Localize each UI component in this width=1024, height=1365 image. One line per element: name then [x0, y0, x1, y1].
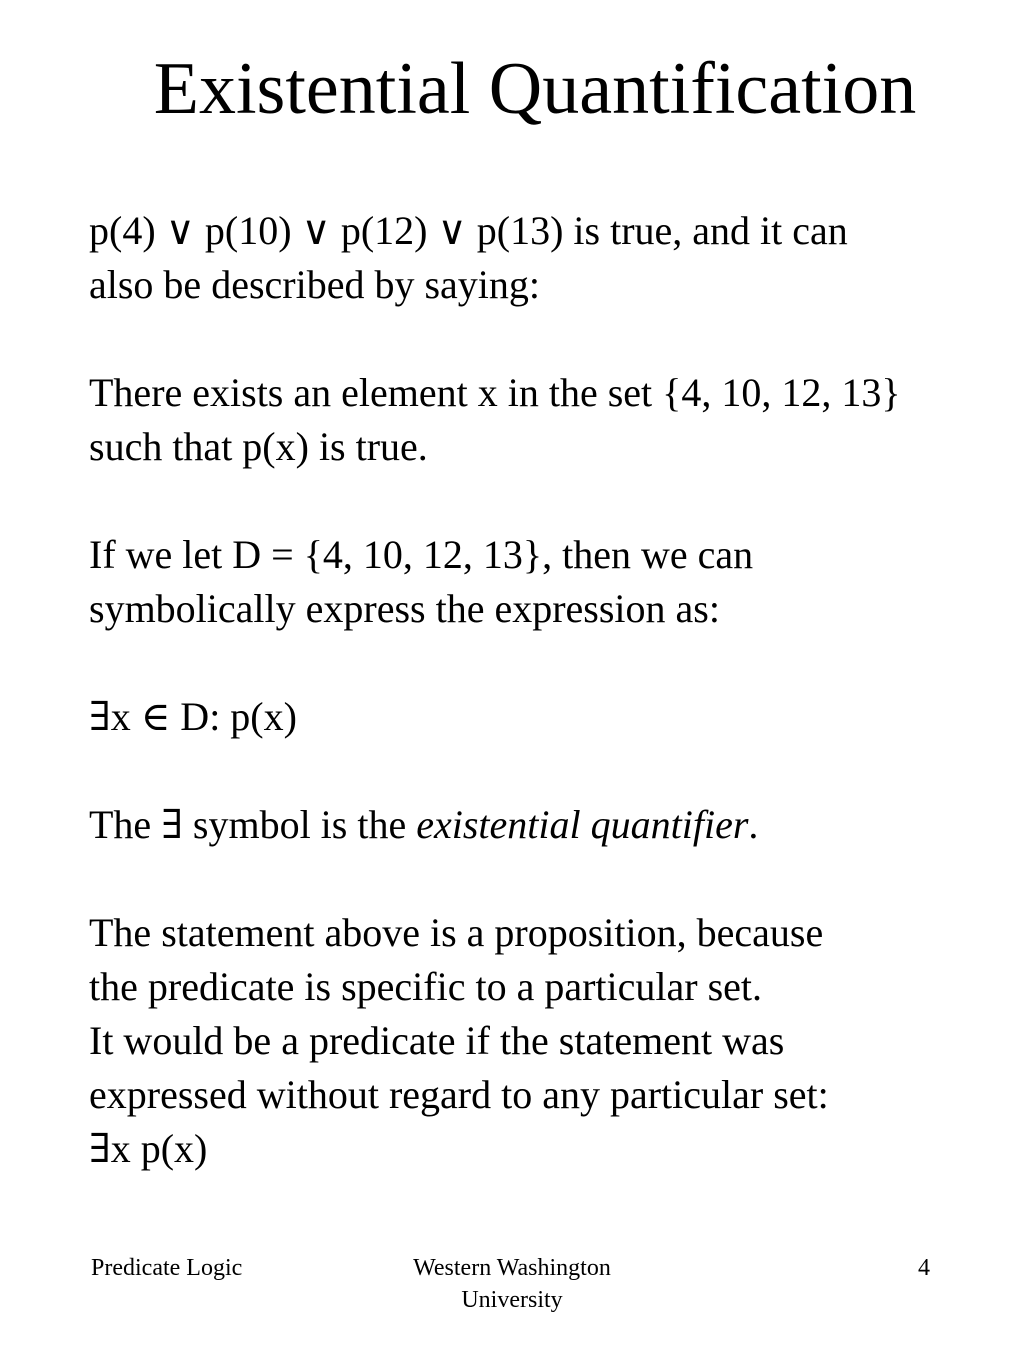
paragraph-quantifier-definition — [89, 798, 1019, 852]
footer-course-title: Predicate Logic — [91, 1255, 243, 1281]
spacer — [89, 474, 1019, 528]
paragraph-domain-line-1: If we let D = {4, 10, 12, 13}, then we can — [89, 532, 754, 577]
formula-exists-unrestricted: ∃x p(x) — [89, 1126, 208, 1171]
paragraph-proposition-line-1: The statement above is a proposition, because — [89, 910, 824, 955]
footer-institution — [362, 1252, 662, 1316]
spacer — [89, 852, 1019, 906]
paragraph-proposition-line-3: It would be a predicate if the statement was — [89, 1018, 785, 1063]
quantifier-term: existential quantifier — [416, 802, 749, 847]
paragraph-domain-line-2: symbolically express the expression as: — [89, 586, 720, 631]
spacer — [89, 744, 1019, 798]
spacer — [89, 312, 1019, 366]
paragraph-disjunction-line-2: also be described by saying: — [89, 262, 540, 307]
paragraph-proposition-line-2: the predicate is specific to a particular set. — [89, 964, 763, 1009]
footer-institution-line-2: University — [461, 1287, 563, 1313]
footer-institution-line-1: Western Washington — [413, 1255, 611, 1281]
slide-title: Existential Quantification — [153, 48, 917, 130]
paragraph-disjunction-line-1: p(4) ∨ p(10) ∨ p(12) ∨ p(13) is true, and it can — [89, 208, 848, 253]
slide-body — [89, 204, 1019, 1176]
quantifier-prefix: The ∃ symbol is the — [89, 802, 417, 847]
paragraph-exists-line-1: There exists an element x in the set {4, 10, 12, 13} — [89, 370, 901, 415]
spacer — [89, 636, 1019, 690]
footer-page-number: 4 — [918, 1255, 930, 1281]
paragraph-exists-line-2: such that p(x) is true. — [89, 424, 428, 469]
paragraph-proposition-line-4: expressed without regard to any particular set: — [89, 1072, 829, 1117]
formula-exists-in-domain: ∃x ∈ D: p(x) — [89, 694, 297, 739]
quantifier-suffix: . — [748, 802, 759, 847]
